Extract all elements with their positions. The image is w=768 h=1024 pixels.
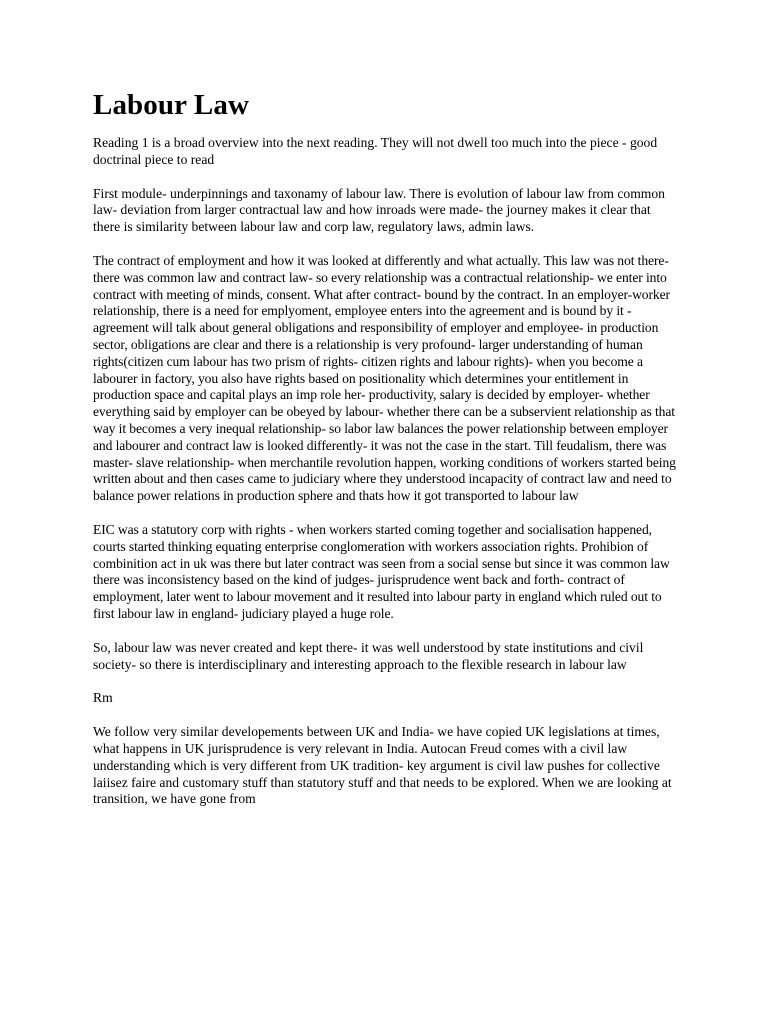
paragraph-contract-of-employment: The contract of employment and how it was looked at differently and what actually. This law was not there- there was common law and contract law- so every relationship was a contractual relationship- we enter into contract with meeting of minds, consent. What after contract- bound by the contract. In an employer-worker relationship, there is a need for emplyoment, employee enters into the agreement and is bound by it - agreement will talk about general obligations and responsibility of employer and employee- in production sector, obligations are clear and there is a relationship is very profound- larger understanding of human rights(citizen cum labour has two prism of rights- citizen rights and labour rights)- when you become a labourer in factory, you also have rights based on positionality which determines your entitlement in production space and capital plays an imp role her- productivity, salary is decided by employer- whether everything said by employer can be obeyed by labour- whether there can be a subservient relationship as that way it becomes a very inequal relationship- so labor law balances the power relationship between employer and labourer and contract law is looked differently- it was not the case in the start. Till feudalism, there was master- slave relationship- when merchantile revolution happen, working conditions of workers started being written about and then cases came to judiciary where they understood incapacity of contract law and need to balance power relations in production sphere and thats how it got transported to labour law xyxy=(93,252,676,504)
document-body xyxy=(93,88,680,825)
paragraph-labour-law-created: So, labour law was never created and kept there- it was well understood by state institutions and civil society- so there is interdisciplinary and interesting approach to the flexible research in labour law xyxy=(93,639,644,672)
document-title: Labour Law xyxy=(93,89,249,121)
paragraph-rm: Rm xyxy=(93,690,113,706)
paragraph-first-module: First module- underpinnings and taxonamy of labour law. There is evolution of labour law from common law- deviation from larger contractual law and how inroads were made- the journey makes it clear that there is similarity between labour law and corp law, regulatory laws, admin laws. xyxy=(93,185,665,235)
paragraph-eic: EIC was a statutory corp with rights - when workers started coming together and socialisation happened, courts started thinking equating enterprise conglomeration with workers association rights. Prohibion of combinition act in uk was there but later contract was seen from a social sense but since it was common law there was inconsistency based on the kind of judges- jurisprudence went back and forth- contract of employment, later went to labour movement and it resulted into labour party in england which ruled out to first labour law in england- judiciary played a huge role. xyxy=(93,521,670,621)
paragraph-uk-india: We follow very similar developements between UK and India- we have copied UK legislations at times, what happens in UK jurisprudence is very relevant in India. Autocan Freud comes with a civil law understanding which is very different from UK tradition- key argument is civil law pushes for collective laiisez faire and customary stuff than statutory stuff and that needs to be explored. When we are looking at transition, we have gone from xyxy=(93,724,672,807)
paragraph-reading-overview: Reading 1 is a broad overview into the next reading. They will not dwell too much into the piece - good doctrinal piece to read xyxy=(93,135,658,167)
